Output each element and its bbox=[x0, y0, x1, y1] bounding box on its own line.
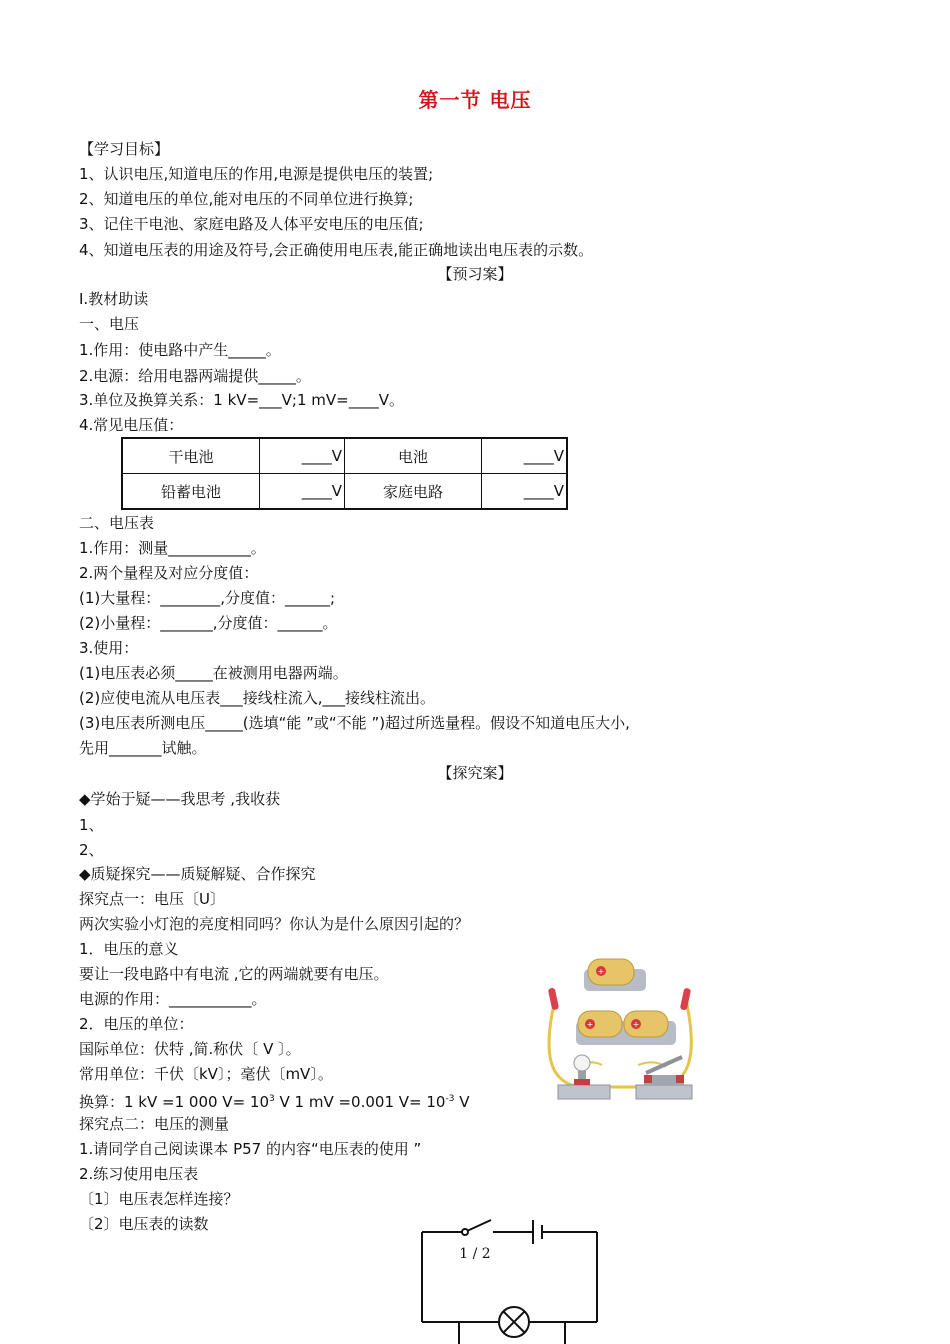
objective-item: 1、认识电压,知道电压的作用,电源是提供电压的装置; bbox=[79, 165, 434, 183]
explore-line: 1.请同学自己阅读课本 P57 的内容“电压表的使用 ” bbox=[79, 1140, 422, 1158]
preview-heading: 【预习案】 bbox=[437, 265, 513, 283]
table-cell: 铅蓄电池 bbox=[122, 474, 260, 510]
explore-line: 电源的作用：___________。 bbox=[79, 990, 267, 1008]
table-cell: 家庭电路 bbox=[345, 474, 482, 510]
table-cell: ____V bbox=[482, 438, 568, 474]
table-row bbox=[122, 438, 567, 474]
preview-line: 2.两个量程及对应分度值： bbox=[79, 564, 259, 582]
objective-item: 4、知道电压表的用途及符号,会正确使用电压表,能正确地读出电压表的示数。 bbox=[79, 241, 594, 259]
circuit-diagram bbox=[415, 1212, 605, 1344]
conversion-middle: V 1 mV =0.001 V= 10 bbox=[274, 1093, 446, 1111]
exponent: -3 bbox=[445, 1094, 455, 1104]
explore-line: 探究点二：电压的测量 bbox=[79, 1115, 230, 1133]
svg-text:+: + bbox=[632, 1020, 640, 1029]
table-cell: ____V bbox=[482, 474, 568, 510]
preview-line: (3)电压表所测电压_____(选填“能 ”或“不能 ”)超过所选量程。假设不知道电压大小, bbox=[79, 714, 630, 732]
objective-item: 3、记住干电池、家庭电路及人体平安电压的电压值; bbox=[79, 215, 424, 233]
preview-line: 1.作用：测量___________。 bbox=[79, 539, 266, 557]
preview-line: (2)小量程：_______,分度值：______。 bbox=[79, 614, 338, 632]
objective-item: 2、知道电压的单位,能对电压的不同单位进行换算; bbox=[79, 190, 414, 208]
conversion-line bbox=[79, 1089, 469, 1112]
preview-line: (2)应使电流从电压表___接线柱流入,___接线柱流出。 bbox=[79, 689, 436, 707]
preview-line: 先用_______试触。 bbox=[79, 739, 207, 757]
explore-line: ◆学始于疑——我思考 ,我收获 bbox=[79, 790, 281, 808]
explore-line: 要让一段电路中有电流 ,它的两端就要有电压。 bbox=[79, 965, 389, 983]
preview-line: 1.作用：使电路中产生_____。 bbox=[79, 341, 281, 359]
explore-line: 2．电压的单位： bbox=[79, 1015, 194, 1033]
explore-line: 2、 bbox=[79, 841, 104, 859]
explore-line: 〔2〕电压表的读数 bbox=[79, 1215, 209, 1233]
voltage-table bbox=[121, 437, 568, 510]
page-title: 第一节 电压 bbox=[418, 88, 532, 112]
explore-line: ◆质疑探究——质疑解疑、合作探究 bbox=[79, 865, 316, 883]
explore-line: 国际单位：伏特 ,简.称伏〔 V 〕。 bbox=[79, 1040, 301, 1058]
table-cell: ____V bbox=[260, 474, 345, 510]
preview-line: (1)大量程：________,分度值：______; bbox=[79, 589, 336, 607]
section-voltmeter: 二、电压表 bbox=[79, 514, 155, 532]
explore-line: 1．电压的意义 bbox=[79, 940, 179, 958]
conversion-suffix: V bbox=[454, 1093, 470, 1111]
explore-line: 两次实验小灯泡的亮度相同吗？你认为是什么原因引起的？ bbox=[79, 915, 470, 933]
table-cell: ____V bbox=[260, 438, 345, 474]
svg-text:+: + bbox=[586, 1020, 594, 1029]
preview-line: 2.电源：给用电器两端提供_____。 bbox=[79, 367, 311, 385]
table-cell: 干电池 bbox=[122, 438, 260, 474]
preview-line: 4.常见电压值： bbox=[79, 416, 184, 434]
svg-text:+: + bbox=[597, 967, 605, 976]
explore-line: 常用单位：千伏〔kV〕；毫伏〔mV〕。 bbox=[79, 1065, 333, 1083]
table-cell: 电池 bbox=[345, 438, 482, 474]
explore-line: 探究点一：电压〔U〕 bbox=[79, 890, 225, 908]
explore-line: 1、 bbox=[79, 816, 104, 834]
page-number: 1 / 2 bbox=[459, 1246, 491, 1262]
reading-label: I.教材助读 bbox=[79, 290, 149, 308]
explore-line: 2.练习使用电压表 bbox=[79, 1165, 199, 1183]
section-voltage: 一、电压 bbox=[79, 315, 140, 333]
preview-line: (1)电压表必须_____在被测用电器两端。 bbox=[79, 664, 348, 682]
battery-circuit-illustration bbox=[540, 955, 700, 1105]
exponent: 3 bbox=[269, 1094, 275, 1104]
table-row bbox=[122, 474, 567, 510]
objectives-heading: 【学习目标】 bbox=[79, 140, 170, 158]
conversion-prefix: 换算：1 kV =1 000 V= 10 bbox=[79, 1093, 269, 1111]
explore-heading: 【探究案】 bbox=[437, 764, 513, 782]
explore-line: 〔1〕电压表怎样连接？ bbox=[79, 1190, 239, 1208]
preview-line: 3.使用： bbox=[79, 639, 139, 657]
preview-line: 3.单位及换算关系：1 kV=___V;1 mV=____V。 bbox=[79, 391, 404, 409]
